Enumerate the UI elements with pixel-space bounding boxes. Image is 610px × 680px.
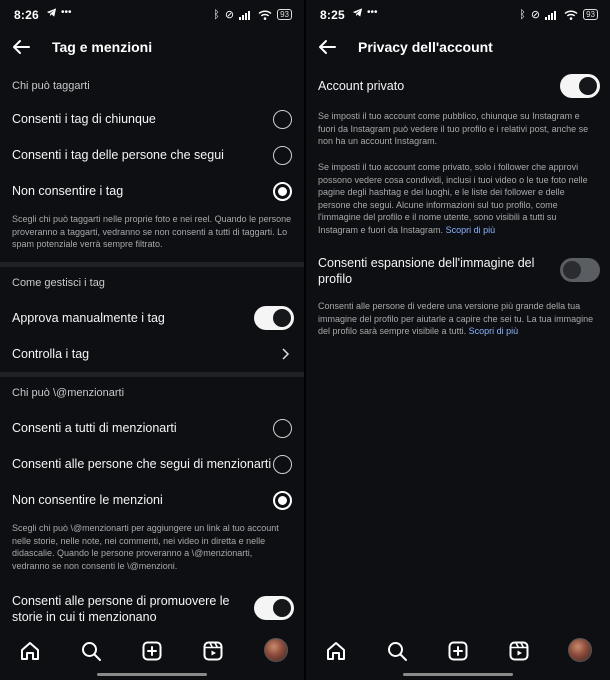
option-label: Consenti i tag delle persone che segui (12, 148, 224, 162)
wifi-icon (564, 10, 578, 20)
page-title: Privacy dell'account (358, 39, 493, 55)
home-icon[interactable] (19, 640, 41, 662)
radio-button[interactable] (273, 455, 292, 474)
tag-help-text: Scegli chi può taggarti nelle proprie foto e nei reel. Quando le persone proveranno a taggarti, vedranno se non consenti a tutti di taggarti. Lo spam potenziale verrà sempre filtrato. (12, 214, 292, 249)
tag-option-following[interactable] (0, 137, 304, 173)
section-divider (0, 372, 304, 377)
back-arrow-icon[interactable] (316, 36, 338, 58)
gesture-bar (403, 673, 513, 676)
profile-avatar[interactable] (264, 638, 288, 662)
review-tags-label: Controlla i tag (12, 347, 90, 361)
mention-option-everyone[interactable] (0, 410, 304, 446)
create-post-icon[interactable] (141, 640, 163, 662)
account-privacy-screen (306, 0, 610, 680)
status-time: 8:25 (320, 8, 345, 22)
radio-button-selected[interactable] (273, 491, 292, 510)
approve-tags-toggle[interactable] (254, 306, 294, 330)
bottom-nav (0, 632, 304, 680)
create-post-icon[interactable] (447, 640, 469, 662)
review-tags-row[interactable] (0, 336, 304, 372)
learn-more-link[interactable]: Scopri di più (468, 326, 519, 336)
wifi-icon (258, 10, 272, 20)
bluetooth-icon: ᛒ (519, 8, 526, 21)
option-label: Non consentire le menzioni (12, 493, 163, 507)
profile-photo-expansion-help: Consenti alle persone di vedere una versione più grande della tua immagine del profilo per aiutarle a capire che sei tu. La tua immagine del profilo sarà sempre visibile a tutti. Scopri di più (318, 301, 594, 336)
status-bar (0, 0, 304, 30)
signal-icon (545, 10, 559, 20)
profile-photo-expansion-toggle[interactable] (560, 258, 600, 282)
telegram-icon (46, 7, 57, 18)
profile-avatar[interactable] (568, 638, 592, 662)
home-icon[interactable] (325, 640, 347, 662)
promote-stories-toggle[interactable] (254, 596, 294, 620)
section-divider (0, 262, 304, 267)
back-arrow-icon[interactable] (10, 36, 32, 58)
status-bar (306, 0, 610, 30)
private-account-help: Se imposti il tuo account come privato, solo i follower che approvi possono vedere cosa condividi, inclusi i tuoi video o le tue foto nelle pagine degli hashtag e dei luoghi, e le liste dei follower e delle persone che segui. Alcune informazioni sul tuo profilo, come l'immagine del profilo e il nome utente, sono visibili a tutti su Instagram e fuori da Instagram. Scopri di più (318, 162, 588, 235)
private-account-row[interactable] (306, 68, 610, 104)
page-title: Tag e menzioni (52, 39, 153, 55)
approve-tags-row[interactable] (0, 300, 304, 336)
section-title-who-can-mention: Chi può \@menzionarti (12, 387, 125, 399)
tag-option-none[interactable] (0, 173, 304, 209)
search-icon[interactable] (80, 640, 102, 662)
battery-indicator: 93 (277, 9, 292, 20)
profile-photo-expansion-label: Consenti espansione dell'immagine del profilo (318, 256, 535, 286)
radio-button[interactable] (273, 146, 292, 165)
chevron-right-icon (280, 347, 290, 361)
section-title-who-can-tag: Chi può taggarti (12, 80, 90, 92)
mute-icon: ⊘ (224, 9, 235, 21)
reels-icon[interactable] (508, 640, 530, 662)
approve-tags-label: Approva manualmente i tag (12, 311, 165, 325)
radio-button[interactable] (273, 419, 292, 438)
private-account-label: Account privato (318, 79, 405, 93)
header (306, 34, 610, 60)
learn-more-link[interactable]: Scopri di più (445, 224, 496, 235)
tag-option-everyone[interactable] (0, 101, 304, 137)
status-time: 8:26 (14, 8, 39, 22)
reels-icon[interactable] (202, 640, 224, 662)
mention-option-following[interactable] (0, 446, 304, 482)
search-icon[interactable] (386, 640, 408, 662)
private-account-toggle[interactable] (560, 74, 600, 98)
bottom-nav (306, 632, 610, 680)
gesture-bar (97, 673, 207, 676)
option-label: Consenti a tutti di menzionarti (12, 421, 177, 435)
promote-stories-row[interactable] (0, 590, 304, 630)
mention-help-text: Scegli chi può \@menzionarti per aggiungere un link al tuo account nelle storie, nelle note, nei commenti, nei video in diretta e nelle didascalie. Quando le persone proveranno a \@menzionarti, vedranno se non consenti le \@menzioni. (12, 523, 279, 571)
battery-indicator: 93 (583, 9, 598, 20)
radio-button-selected[interactable] (273, 182, 292, 201)
telegram-icon (352, 7, 363, 18)
bluetooth-icon: ᛒ (213, 8, 220, 21)
more-notifications-icon: ••• (61, 6, 72, 18)
option-label: Consenti i tag di chiunque (12, 112, 156, 126)
mute-icon: ⊘ (530, 9, 541, 21)
mention-option-none[interactable] (0, 482, 304, 518)
tags-mentions-screen (0, 0, 304, 680)
option-label: Non consentire i tag (12, 184, 124, 198)
section-title-manage-tags: Come gestisci i tag (12, 277, 105, 289)
public-account-help: Se imposti il tuo account come pubblico, chiunque su Instagram e fuori da Instagram può vedere il tuo profilo e i relativi post, anche se non ha un account Instagram. (318, 111, 589, 146)
more-notifications-icon: ••• (367, 6, 378, 18)
signal-icon (239, 10, 253, 20)
profile-photo-expansion-row[interactable] (306, 252, 610, 292)
header (0, 34, 304, 60)
promote-stories-label: Consenti alle persone di promuovere le storie in cui ti menzionano (12, 594, 230, 624)
option-label: Consenti alle persone che segui di menzionarti (12, 457, 272, 471)
radio-button[interactable] (273, 110, 292, 129)
